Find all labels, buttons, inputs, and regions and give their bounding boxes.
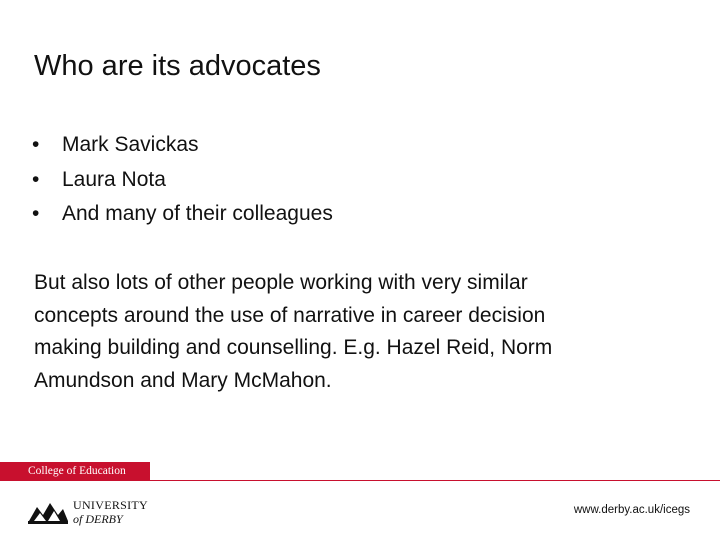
university-of-derby-logo — [28, 495, 158, 527]
college-label: College of Education — [0, 462, 150, 481]
bullet-item — [32, 128, 333, 163]
bullet-text: Mark Savickas — [62, 133, 199, 156]
footer — [0, 462, 720, 540]
bullet-marker: • — [32, 202, 40, 225]
body-line: But also lots of other people working with very similar — [34, 271, 528, 294]
bullet-text: And many of their colleagues — [62, 202, 333, 225]
bullet-marker: • — [32, 133, 40, 156]
bullet-marker: • — [32, 167, 40, 191]
body-paragraph — [34, 267, 674, 397]
logo-line2: of DERBY — [73, 512, 123, 526]
body-line: making building and counselling. E.g. Hazel Reid, Norm — [34, 336, 553, 359]
body-line: concepts around the use of narrative in career decision — [34, 303, 546, 327]
bullet-text: Laura Nota — [62, 167, 166, 191]
bullet-list — [32, 128, 333, 232]
bullet-item — [32, 163, 333, 198]
body-line: Amundson and Mary McMahon. — [34, 368, 332, 392]
slide-title: Who are its advocates — [34, 50, 321, 82]
logo-line1: UNIVERSITY — [73, 498, 148, 512]
logo-emblem-icon — [28, 497, 68, 524]
footer-divider — [150, 480, 720, 481]
footer-url: www.derby.ac.uk/icegs — [573, 504, 690, 516]
bullet-item — [32, 197, 333, 232]
